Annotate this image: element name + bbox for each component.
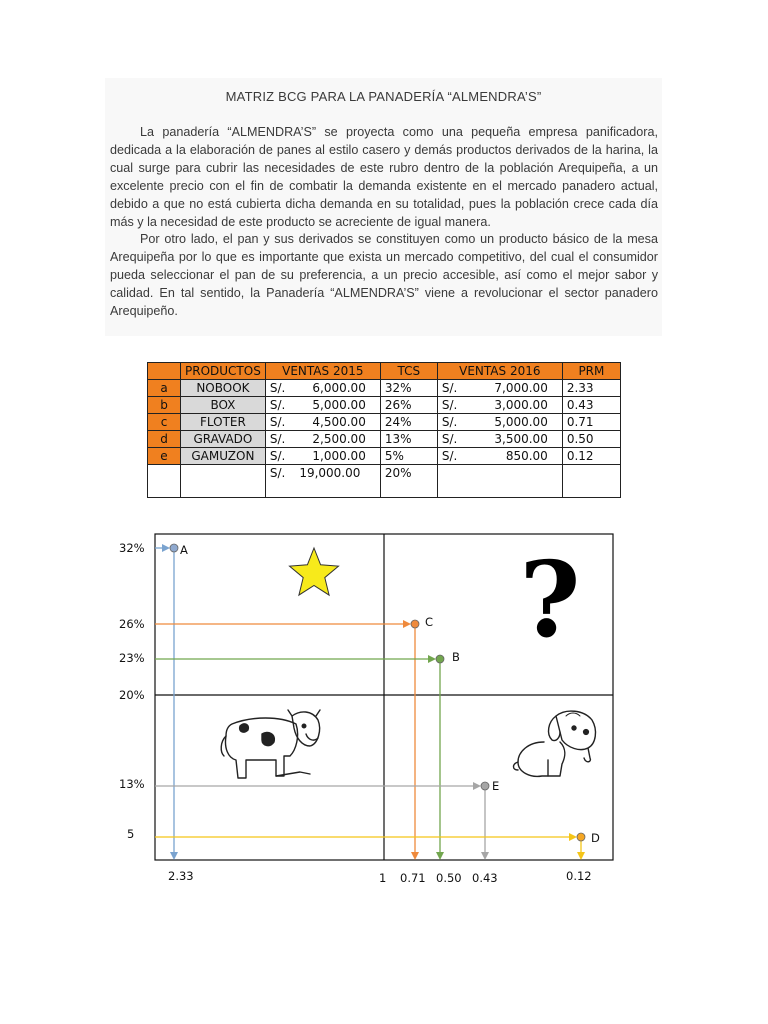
- amount: 2,500.00: [312, 432, 366, 446]
- row-letter: e: [148, 448, 181, 465]
- paragraph-1-text: La panadería “ALMENDRA’S” se proyecta como una pequeña empresa panificadora, dedicada a la elaboración de panes al estilo casero y demás productos derivados de la harina, la cual surge para cubrir las necesidades de este rubro dentro de la población Arequipeña, a un excelente precio con el fin de combatir la demanda existente en el mercado panadero actual, debido a que no está cubierta dicha demanda en su totalidad, pues la población crece cada día más y la necesidad de este producto se acreciente de igual manera.: [110, 125, 658, 229]
- row-letter: c: [148, 414, 181, 431]
- currency-symbol: S/.: [269, 415, 286, 429]
- currency-symbol: S/.: [441, 381, 458, 395]
- amount: 850.00: [505, 449, 548, 463]
- product-name: BOX: [181, 397, 266, 414]
- row-letter: d: [148, 431, 181, 448]
- dog-icon: [514, 711, 596, 776]
- tcs-value: 5%: [380, 448, 437, 465]
- x-axis-tick-labels: [168, 869, 592, 885]
- amount: 3,000.00: [494, 398, 548, 412]
- document-title: MATRIZ BCG PARA LA PANADERÍA “ALMENDRA’S”: [225, 89, 542, 104]
- data-point: [170, 544, 178, 552]
- star-icon: [290, 548, 339, 595]
- table-header: VENTAS 2016: [437, 363, 562, 380]
- product-name: GRAVADO: [181, 431, 266, 448]
- amount: 5,000.00: [494, 415, 548, 429]
- currency-symbol: S/.: [269, 466, 286, 480]
- currency-symbol: S/.: [269, 398, 286, 412]
- amount: 3,500.00: [494, 432, 548, 446]
- amount: 4,500.00: [312, 415, 366, 429]
- data-point: [436, 655, 444, 663]
- table-header: TCS: [380, 363, 437, 380]
- prm-value: 0.12: [562, 448, 620, 465]
- data-point-label: A: [180, 543, 188, 557]
- tcs-value: 32%: [380, 380, 437, 397]
- data-point-label: E: [492, 779, 500, 793]
- currency-symbol: S/.: [441, 398, 458, 412]
- row-letter: b: [148, 397, 181, 414]
- data-point: [481, 782, 489, 790]
- y-tick-label: 13%: [119, 777, 145, 791]
- amount: 1,000.00: [312, 449, 366, 463]
- y-tick-label: 26%: [119, 617, 145, 631]
- product-name: GAMUZON: [181, 448, 266, 465]
- data-point-label: D: [591, 831, 600, 845]
- x-tick-label: 0.43: [472, 871, 498, 885]
- total-amount: 19,000.00: [299, 466, 361, 480]
- prm-value: 0.43: [562, 397, 620, 414]
- y-tick-label: 20%: [119, 688, 145, 702]
- product-name: NOBOOK: [181, 380, 266, 397]
- y-tick-label: 23%: [119, 651, 145, 665]
- currency-symbol: S/.: [269, 449, 286, 463]
- currency-symbol: S/.: [441, 415, 458, 429]
- tcs-value: 24%: [380, 414, 437, 431]
- amount: 6,000.00: [312, 381, 366, 395]
- cow-icon: [221, 710, 320, 778]
- y-tick-label: 5: [127, 827, 135, 841]
- table-header: PRM: [562, 363, 620, 380]
- x-tick-label: 0.50: [436, 871, 462, 885]
- total-tcs: 20%: [380, 465, 437, 498]
- x-tick-label: 0.71: [400, 871, 426, 885]
- amount: 5,000.00: [312, 398, 366, 412]
- prm-value: 0.50: [562, 431, 620, 448]
- product-name: FLOTER: [181, 414, 266, 431]
- amount: 7,000.00: [494, 381, 548, 395]
- tcs-value: 26%: [380, 397, 437, 414]
- currency-symbol: S/.: [441, 432, 458, 446]
- tcs-value: 13%: [380, 431, 437, 448]
- x-tick-label: 1: [379, 871, 387, 885]
- data-point-label: C: [425, 615, 434, 629]
- currency-symbol: S/.: [441, 449, 458, 463]
- prm-value: 0.71: [562, 414, 620, 431]
- data-point: [577, 833, 585, 841]
- row-letter: a: [148, 380, 181, 397]
- paragraph-2-text: Por otro lado, el pan y sus derivados se constituyen como un producto básico de la mesa Arequipeña por lo que es importante que exista un mercado competitivo, del cual el consumidor pueda seleccionar el pan de su preferencia, a un precio accesible, así como el mejor sabor y calidad. En tal sentido, la Panadería “ALMENDRA’S” viene a revolucionar el sector panadero Arequipeño.: [110, 232, 658, 318]
- x-tick-label: 2.33: [168, 869, 194, 883]
- table-header: VENTAS 2015: [265, 363, 380, 380]
- table-header: PRODUCTOS: [181, 363, 266, 380]
- currency-symbol: S/.: [269, 432, 286, 446]
- prm-value: 2.33: [562, 380, 620, 397]
- y-tick-label: 32%: [119, 541, 145, 555]
- currency-symbol: S/.: [269, 381, 286, 395]
- question-mark-icon: ?: [519, 538, 581, 661]
- data-point-label: B: [452, 650, 460, 664]
- data-point: [411, 620, 419, 628]
- x-tick-label: 0.12: [566, 869, 592, 883]
- y-axis-tick-labels: [119, 541, 145, 841]
